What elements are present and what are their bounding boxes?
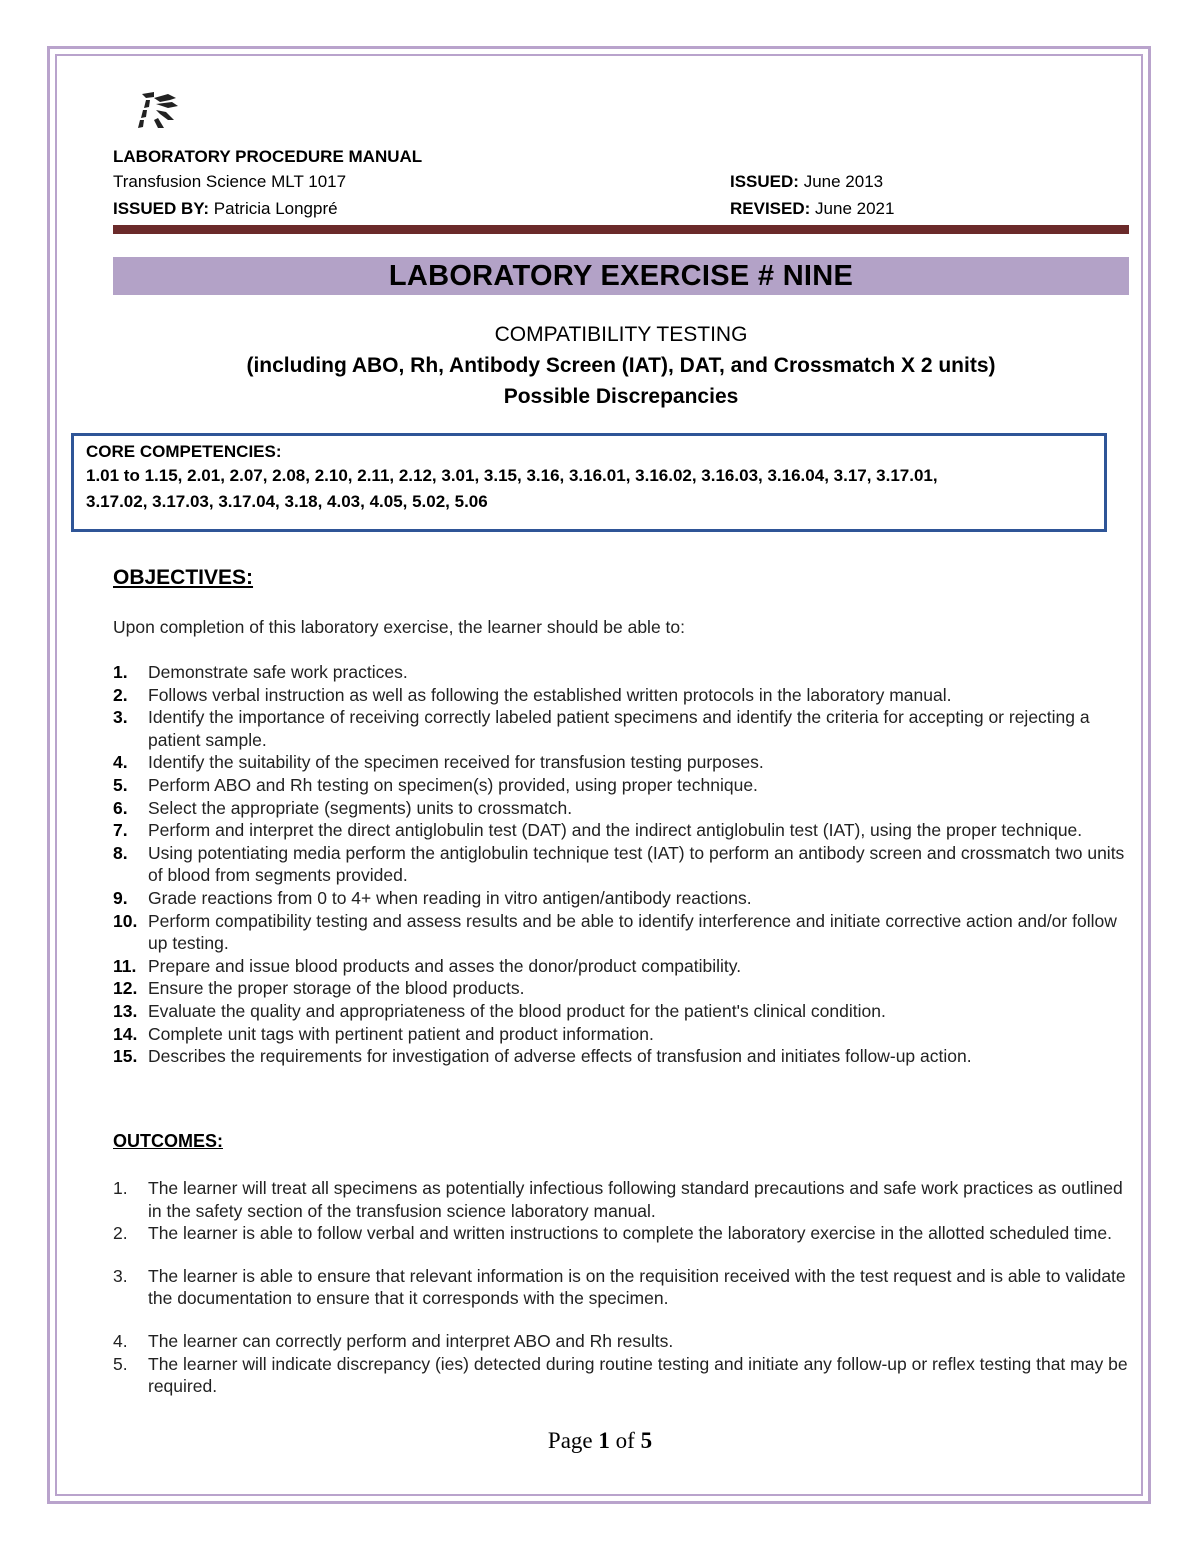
exercise-banner	[113, 257, 1129, 295]
list-item-text: Select the appropriate (segments) units to crossmatch.	[148, 797, 573, 818]
list-item-number: 14.	[113, 1023, 138, 1044]
objectives-list	[113, 661, 1133, 1068]
list-item-number: 3.	[113, 707, 128, 728]
list-item-number: 3.	[113, 1265, 128, 1286]
list-item-text: Using potentiating media perform the antiglobulin technique test (IAT) to perform an antibody screen and crossmatch two units of blood from segments provided.	[148, 842, 1125, 886]
footer-page-word: Page	[547, 1428, 593, 1453]
list-item	[113, 842, 1133, 887]
outcomes-list	[113, 1177, 1133, 1398]
list-item-text: Demonstrate safe work practices.	[148, 662, 408, 682]
list-item-number: 15.	[113, 1046, 138, 1067]
subtitle-line-1: COMPATIBILITY TESTING	[494, 323, 748, 346]
list-item	[113, 1330, 1133, 1353]
list-item-number: 10.	[113, 910, 138, 931]
list-item-number: 11.	[113, 955, 137, 976]
list-item	[113, 887, 1133, 910]
revised-label: REVISED:	[730, 199, 811, 218]
list-item-number: 5.	[113, 774, 128, 795]
issued-date	[730, 172, 883, 192]
list-item-number: 5.	[113, 1353, 128, 1374]
list-item	[113, 1023, 1133, 1046]
list-item-number: 4.	[113, 1330, 128, 1351]
subtitle-line-2: (including ABO, Rh, Antibody Screen (IAT), DAT, and Crossmatch X 2 units)	[246, 354, 996, 377]
list-item-number: 13.	[113, 1000, 138, 1021]
core-competencies-list-2: 3.17.02, 3.17.03, 3.17.04, 3.18, 4.03, 4.05, 5.02, 5.06	[86, 492, 488, 511]
header-divider	[113, 225, 1129, 234]
objectives-intro: Upon completion of this laboratory exercise, the learner should be able to:	[113, 617, 685, 637]
issued-by	[113, 199, 338, 219]
core-competencies-list-1: 1.01 to 1.15, 2.01, 2.07, 2.08, 2.10, 2.11, 2.12, 3.01, 3.15, 3.16, 3.16.01, 3.16.02, 3.16.03, 3.16.04, 3.17, 3.17.01,	[86, 466, 938, 485]
list-item	[113, 1265, 1133, 1310]
subtitle-line-3: Possible Discrepancies	[503, 385, 739, 408]
course-name: Transfusion Science MLT 1017	[113, 172, 347, 191]
list-item	[113, 661, 1133, 684]
issued-label: ISSUED:	[730, 172, 799, 191]
list-item-text: The learner will treat all specimens as potentially infectious following standard precautions and safe work practices as outlined in the safety section of the transfusion science laboratory manual.	[148, 1178, 1123, 1221]
footer-page-total: 5	[640, 1428, 653, 1453]
list-item-number: 2.	[113, 684, 128, 705]
list-item-text: Prepare and issue blood products and asses the donor/product compatibility.	[148, 955, 742, 976]
list-item-text: The learner can correctly perform and interpret ABO and Rh results.	[148, 1330, 674, 1351]
revised-value: June 2021	[815, 199, 895, 218]
list-item-text: Perform and interpret the direct antiglobulin test (DAT) and the indirect antiglobulin test (IAT), using the proper technique.	[148, 820, 1083, 841]
list-item	[113, 977, 1133, 1000]
list-item	[113, 1222, 1133, 1245]
list-item-number: 9.	[113, 887, 128, 908]
list-item	[113, 684, 1133, 707]
list-item-text: Perform ABO and Rh testing on specimen(s) provided, using proper technique.	[148, 774, 758, 795]
list-item-text: The learner is able to ensure that relevant information is on the requisition received with the test request and is able to validate the documentation to ensure that it corresponds with the specimen.	[148, 1265, 1126, 1309]
list-item	[113, 1000, 1133, 1023]
list-item-text: Follows verbal instruction as well as following the established written protocols in the laboratory manual.	[148, 684, 952, 705]
list-item-number: 6.	[113, 797, 128, 818]
issued-value: June 2013	[803, 172, 884, 191]
list-item-text: Grade reactions from 0 to 4+ when reading in vitro antigen/antibody reactions.	[148, 887, 752, 908]
list-item-text: Ensure the proper storage of the blood products.	[148, 978, 525, 999]
list-item-number: 12.	[113, 978, 138, 999]
list-item	[113, 751, 1133, 774]
issued-by-label: ISSUED BY:	[113, 199, 210, 218]
list-item-number: 1.	[113, 1178, 128, 1198]
college-logo-icon	[132, 88, 182, 134]
list-item	[113, 797, 1133, 820]
list-item-text: Evaluate the quality and appropriateness of the blood product for the patient's clinical condition.	[148, 1000, 886, 1021]
core-competencies-title: CORE COMPETENCIES:	[86, 442, 282, 461]
list-item	[113, 819, 1133, 842]
manual-title: LABORATORY PROCEDURE MANUAL	[113, 147, 423, 166]
page-footer	[0, 1428, 1200, 1454]
list-item-text: Identify the suitability of the specimen received for transfusion testing purposes.	[148, 752, 764, 773]
list-item	[113, 706, 1133, 751]
list-item-number: 8.	[113, 842, 128, 863]
core-competencies-box	[71, 433, 1107, 532]
list-item-number: 2.	[113, 1223, 128, 1244]
list-item-text: Complete unit tags with pertinent patient and product information.	[148, 1023, 654, 1044]
list-item	[113, 1045, 1133, 1068]
list-item-text: Perform compatibility testing and assess results and be able to identify interference and initiate corrective action and/or follow up testing.	[148, 910, 1117, 954]
list-item-text: The learner is able to follow verbal and written instructions to complete the laboratory exercise in the allotted scheduled time.	[148, 1223, 1112, 1244]
list-item-text: The learner will indicate discrepancy (ies) detected during routine testing and initiate any follow-up or reflex testing that may be required.	[148, 1353, 1128, 1397]
objectives-heading: OBJECTIVES:	[113, 566, 254, 589]
list-item	[113, 1353, 1133, 1398]
list-item-text: Describes the requirements for investigation of adverse effects of transfusion and initiates follow-up action.	[148, 1046, 972, 1067]
footer-of-word: of	[615, 1428, 635, 1453]
list-item	[113, 774, 1133, 797]
list-item-text: Identify the importance of receiving correctly labeled patient specimens and identify the criteria for accepting or rejecting a patient sample.	[148, 707, 1090, 750]
list-item-number: 4.	[113, 752, 128, 773]
list-item-number: 1.	[113, 662, 128, 682]
issued-by-value: Patricia Longpré	[213, 199, 338, 218]
list-item	[113, 955, 1133, 978]
exercise-title: LABORATORY EXERCISE # NINE	[388, 259, 854, 292]
list-item	[113, 1177, 1133, 1222]
outcomes-heading: OUTCOMES:	[113, 1131, 223, 1151]
list-item-number: 7.	[113, 820, 128, 841]
revised-date	[730, 199, 894, 219]
list-item	[113, 910, 1133, 955]
footer-page-number: 1	[598, 1428, 610, 1453]
